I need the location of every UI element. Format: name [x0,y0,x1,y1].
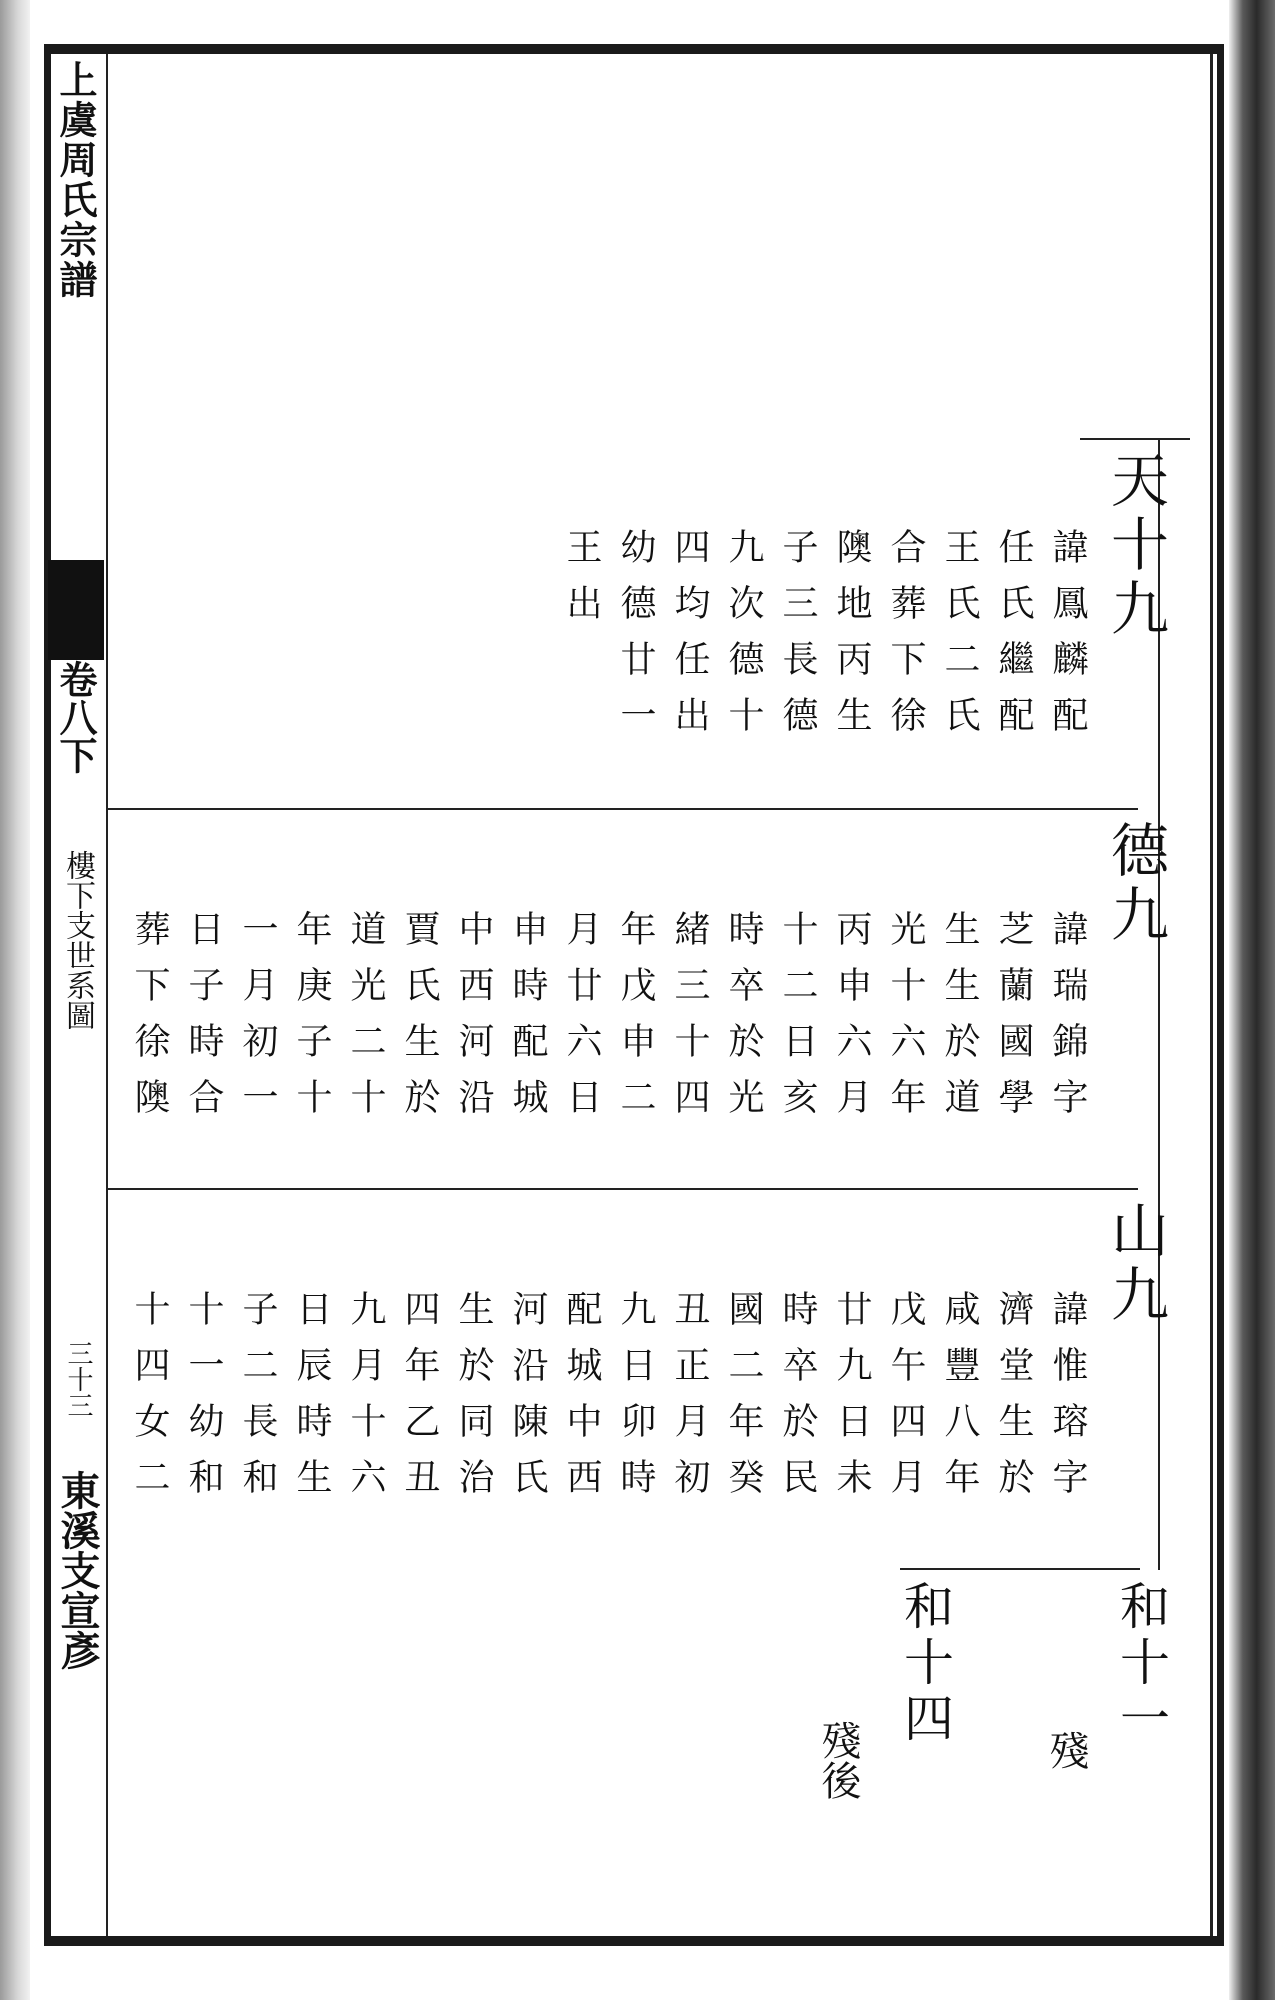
person-name: 天十九 [1101,450,1169,642]
bio-column: 九日卯時 [615,1290,656,1514]
bio-column: 日辰時生 [291,1290,332,1514]
bio-column: 日子時合 [183,910,224,1134]
bio-column: 咸豐八年 [939,1290,980,1514]
bio-column: 時卒於光 [723,910,764,1134]
bio-column: 子二長和 [237,1290,278,1514]
bio-column: 國二年癸 [723,1290,764,1514]
bio-column: 葬下徐隩 [129,910,170,1134]
row-rule-1 [108,808,1138,810]
person-name: 和十一 [1112,1580,1170,1748]
bio-column: 中西河沿 [453,910,494,1134]
spine-hall-name: 東溪支宣彥 [54,1470,101,1670]
bio-column: 月廿六日 [561,910,602,1134]
spine-title: 上虞周氏宗譜 [53,60,98,300]
row-rule-3 [900,1568,1140,1570]
lineage-top-tick [1080,438,1190,440]
bio-column: 河沿陳氏 [507,1290,548,1514]
bio-column: 時卒於民 [777,1290,818,1514]
bio-column: 諱惟瑢字 [1047,1290,1088,1514]
bio-column: 丙申六月 [831,910,872,1134]
bio-column: 廿九日未 [831,1290,872,1514]
bio-column: 九次德十 [723,528,764,752]
spine-subtitle: 樓下支世系圖 [60,850,95,1030]
bio-column: 十二日亥 [777,910,818,1134]
spine-divider [106,54,108,1936]
bio-column: 戊午四月 [885,1290,926,1514]
bio-column: 賈氏生於 [399,910,440,1134]
person-note: 殘 [1043,1730,1089,1770]
bio-column: 一月初一 [237,910,278,1134]
bio-column: 生於同治 [453,1290,494,1514]
person-name: 德九 [1101,820,1169,948]
bio-column: 配城中西 [561,1290,602,1514]
spine-volume: 卷八下 [53,660,98,774]
bio-column: 年戊申二 [615,910,656,1134]
bio-column: 諱瑞錦字 [1047,910,1088,1134]
bio-column: 十一幼和 [183,1290,224,1514]
bio-column: 幼德廿一 [615,528,656,752]
fish-tail-mark [48,560,104,660]
scan-margin-right [1229,0,1275,2000]
frame-inner-rule [1210,54,1213,1936]
bio-column: 隩地丙生 [831,528,872,752]
bio-column: 合葬下徐 [885,528,926,752]
bio-column: 四均任出 [669,528,710,752]
row-rule-2 [108,1188,1138,1190]
scan-margin-left [0,0,30,2000]
bio-column: 緒三十四 [669,910,710,1134]
spine-page-number: 三十三 [63,1340,93,1418]
bio-column: 子三長德 [777,528,818,752]
bio-column: 四年乙丑 [399,1290,440,1514]
bio-column: 九月十六 [345,1290,386,1514]
bio-column: 諱鳳麟配 [1047,528,1088,752]
bio-column: 濟堂生於 [993,1290,1034,1514]
bio-column: 丑正月初 [669,1290,710,1514]
bio-column: 道光二十 [345,910,386,1134]
bio-column: 芝蘭國學 [993,910,1034,1134]
person-note: 殘後 [815,1720,861,1800]
bio-column: 任氏繼配 [993,528,1034,752]
bio-column: 王出 [561,528,602,640]
person-name: 山九 [1101,1200,1169,1328]
person-name: 和十四 [896,1580,954,1748]
bio-column: 生生於道 [939,910,980,1134]
bio-column: 王氏二氏 [939,528,980,752]
bio-column: 光十六年 [885,910,926,1134]
bio-column: 年庚子十 [291,910,332,1134]
bio-column: 申時配城 [507,910,548,1134]
bio-column: 十四女二 [129,1290,170,1514]
